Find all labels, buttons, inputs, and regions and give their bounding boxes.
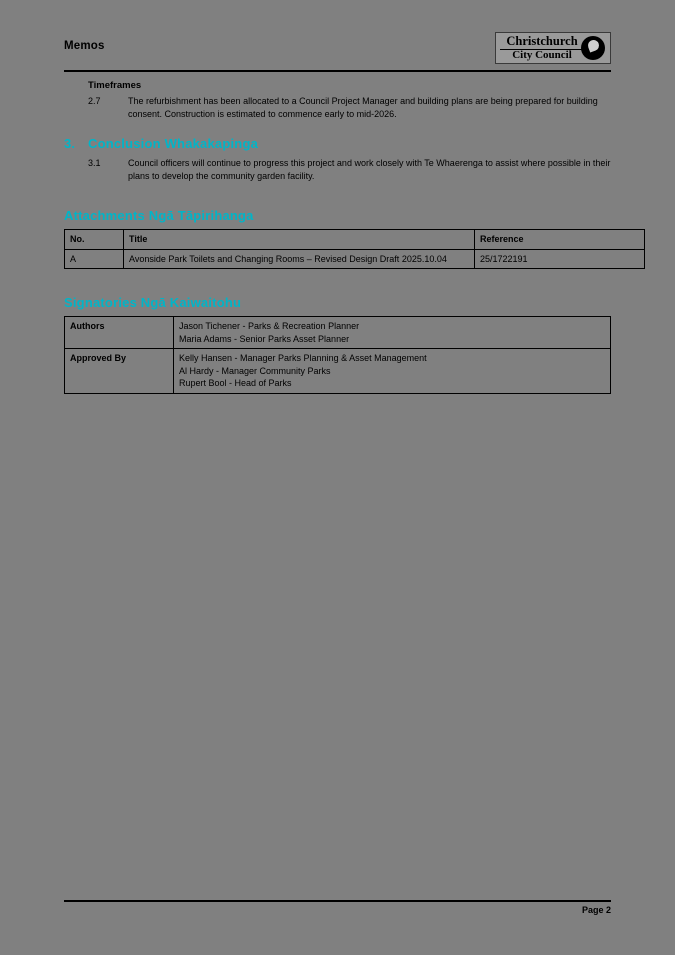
footer-divider (64, 900, 611, 902)
koru-icon (581, 36, 605, 60)
attachment-title: Avonside Park Toilets and Changing Rooms – Revised Design Draft 2025.10.04 (124, 249, 475, 269)
conclusion-paragraph (88, 157, 611, 182)
attachments-table (64, 229, 645, 269)
signatory-names-authors (174, 317, 611, 349)
signatory-names-approved-by (174, 349, 611, 394)
attachment-reference: 25/1722191 (475, 249, 645, 269)
signatory-role-authors: Authors (65, 317, 174, 349)
page-header (64, 36, 611, 72)
column-header-reference: Reference (475, 230, 645, 250)
table-row (65, 317, 611, 349)
signatories-heading: Signatories Ngā Kaiwaitohu (64, 295, 242, 310)
table-row (65, 249, 645, 269)
timeframes-heading: Timeframes (88, 80, 142, 91)
conclusion-heading-text: Conclusion Whakakapinga (88, 136, 259, 151)
attachment-no: A (65, 249, 124, 269)
logo-text (500, 35, 584, 62)
signatory-line: Maria Adams - Senior Parks Asset Planner (179, 333, 350, 344)
document-content (64, 80, 611, 394)
attachments-heading: Attachments Ngā Tāpirihanga (64, 208, 254, 223)
column-header-no: No. (65, 230, 124, 250)
page-footer (64, 900, 611, 915)
signatory-line: Kelly Hansen - Manager Parks Planning & Asset Management (179, 353, 427, 363)
conclusion-section-number: 3. (64, 136, 76, 151)
signatory-line: Al Hardy - Manager Community Parks (179, 365, 331, 376)
paragraph-text: Council officers will continue to progress this project and work closely with Te Whaerenga to assist where possible in their plans to develop the community garden facility. (128, 158, 611, 181)
logo-line-2: City Council (500, 49, 584, 62)
table-row (65, 349, 611, 394)
header-title: Memos (64, 40, 105, 52)
header-divider (64, 70, 611, 72)
signatory-role-approved-by: Approved By (65, 349, 174, 394)
signatory-line: Rupert Bool - Head of Parks (179, 378, 292, 388)
page-number: Page 2 (581, 905, 611, 915)
paragraph-text: The refurbishment has been allocated to a Council Project Manager and building plans are being prepared for building consent. Construction is estimated to commence early to mid-2026. (128, 96, 598, 119)
paragraph-number: 3.1 (88, 158, 101, 168)
paragraph-number: 2.7 (88, 96, 101, 106)
table-header-row (65, 230, 645, 250)
timeframes-paragraph (88, 95, 611, 120)
conclusion-heading (64, 136, 611, 151)
signatories-table (64, 316, 611, 394)
christchurch-city-council-logo (495, 32, 611, 64)
column-header-title: Title (124, 230, 475, 250)
signatory-line: Jason Tichener - Parks & Recreation Planner (179, 321, 360, 331)
logo-line-1: Christchurch (506, 34, 578, 48)
